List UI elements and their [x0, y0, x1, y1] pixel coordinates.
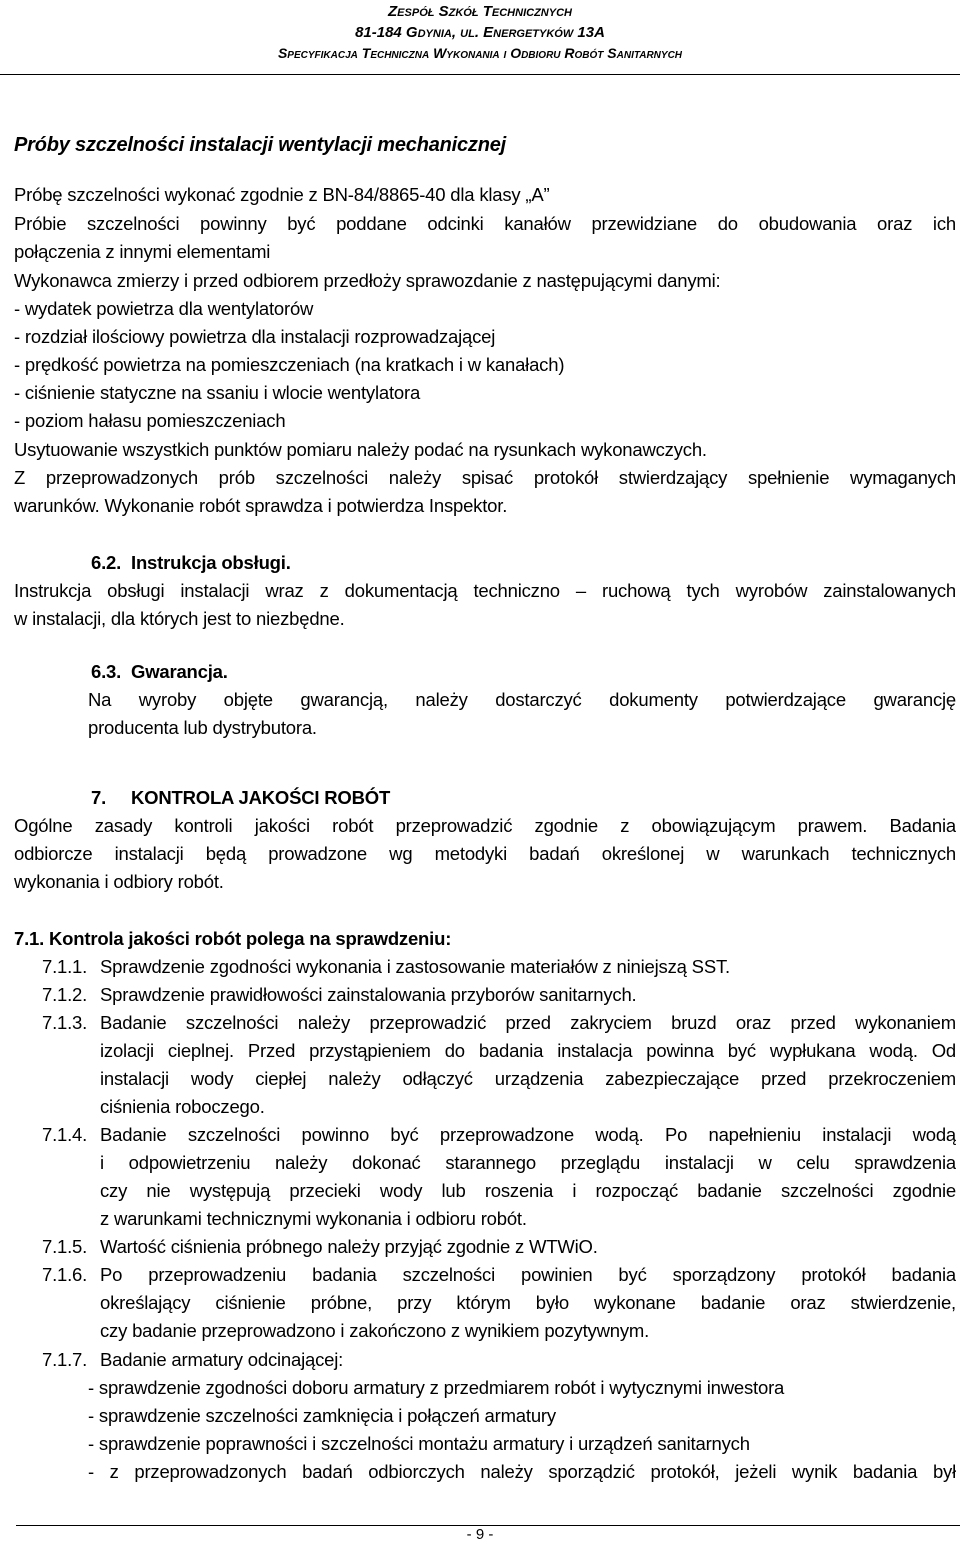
item-text: Sprawdzenie zgodności wykonania i zastosowanie materiałów z niniejszą SST. — [100, 956, 730, 977]
item-number: 7.1.7. — [42, 1349, 88, 1370]
paragraph-line: Ogólne zasady kontroli jakości robót przeprowadzić zgodnie z obowiązującym prawem. Badania — [14, 815, 956, 836]
sub-list-item: - sprawdzenie poprawności i szczelności montażu armatury i urządzeń sanitarnych — [88, 1433, 750, 1454]
item-number: 7.1.5. — [42, 1236, 88, 1257]
item-text: z warunkami technicznymi wykonania i odbioru robót. — [100, 1208, 527, 1229]
list-item: - rozdział ilościowy powietrza dla instalacji rozprowadzającej — [14, 326, 496, 347]
sub-list-item: - sprawdzenie zgodności doboru armatury z przedmiarem robót i wytycznymi inwestora — [88, 1377, 785, 1398]
item-text: czy badanie przeprowadzono i zakończono z wynikiem pozytywnym. — [100, 1320, 650, 1341]
item-text: i odpowietrzeniu należy dokonać starannego przeglądu instalacji w celu sprawdzenia — [100, 1152, 956, 1173]
section-title-6-2: Instrukcja obsługi. — [131, 552, 291, 573]
paragraph-line: Instrukcja obsługi instalacji wraz z dokumentacją techniczno – ruchową tych wyrobów zainstalowanych — [14, 580, 956, 601]
section-heading-7-1: 7.1. Kontrola jakości robót polega na sprawdzeniu: — [14, 928, 452, 949]
item-text: izolacji cieplnej. Przed przystąpieniem do badania instalacja powinna być wypłukana wodą. Od — [100, 1040, 956, 1061]
paragraph-line: Z przeprowadzonych prób szczelności należy spisać protokół stwierdzający spełnienie wymaganych — [14, 467, 956, 488]
item-text: Badanie szczelności powinno być przeprowadzone wodą. Po napełnieniu instalacji wodą — [100, 1124, 956, 1145]
paragraph-line: połączenia z innymi elementami — [14, 241, 271, 262]
paragraph-line: Próbie szczelności powinny być poddane odcinki kanałów przewidziane do obudowania oraz ich — [14, 213, 956, 234]
section-title-proby: Próby szczelności instalacji wentylacji mechanicznej — [14, 134, 507, 156]
section-number-6-3: 6.3. — [91, 661, 122, 682]
section-title-6-3: Gwarancja. — [131, 661, 228, 682]
header-document-title: Specyfikacja Techniczna Wykonania i Odbioru Robót Sanitarnych — [277, 45, 683, 61]
list-item: - wydatek powietrza dla wentylatorów — [14, 298, 314, 319]
paragraph-line: Na wyroby objęte gwarancją, należy dostarczyć dokumenty potwierdzające gwarancję — [88, 689, 956, 710]
item-text: instalacji wody ciepłej należy odłączyć urządzenia zabezpieczające przed przekroczeniem — [100, 1068, 956, 1089]
paragraph-line: wykonania i odbiory robót. — [14, 871, 224, 892]
item-number: 7.1.4. — [42, 1124, 88, 1145]
item-text: ciśnienia roboczego. — [100, 1096, 265, 1117]
item-text: określający ciśnienie próbne, przy którym było wykonane badanie oraz stwierdzenie, — [100, 1292, 956, 1313]
item-number: 7.1.2. — [42, 984, 88, 1005]
item-text: Badanie szczelności należy przeprowadzić przed zakryciem bruzd oraz przed wykonaniem — [100, 1012, 956, 1033]
section-number-7: 7. — [91, 787, 107, 808]
header-divider — [0, 74, 960, 75]
paragraph-line: Usytuowanie wszystkich punktów pomiaru należy podać na rysunkach wykonawczych. — [14, 439, 707, 460]
item-text: Badanie armatury odcinającej: — [100, 1349, 344, 1370]
paragraph-line: odbiorcze instalacji będą prowadzone wg metodyki badań określonej w warunkach technicznych — [14, 843, 956, 864]
paragraph-line: Próbę szczelności wykonać zgodnie z BN-84/8865-40 dla klasy „A” — [14, 184, 550, 205]
item-number: 7.1.1. — [42, 956, 88, 977]
paragraph-line: warunków. Wykonanie robót sprawdza i potwierdza Inspektor. — [14, 495, 508, 516]
sub-list-item: - z przeprowadzonych badań odbiorczych należy sporządzić protokół, jeżeli wynik badania był — [88, 1461, 956, 1482]
sub-list-item: - sprawdzenie szczelności zamknięcia i połączeń armatury — [88, 1405, 556, 1426]
list-item: - ciśnienie statyczne na ssaniu i wlocie wentylatora — [14, 382, 421, 403]
header-address: 81-184 Gdynia, ul. Energetyków 13A — [355, 24, 605, 41]
item-number: 7.1.6. — [42, 1264, 88, 1285]
page-header — [0, 1, 960, 64]
item-text: Wartość ciśnienia próbnego należy przyjąć zgodnie z WTWiO. — [100, 1236, 598, 1257]
item-text: Po przeprowadzeniu badania szczelności powinien być sporządzony protokół badania — [100, 1264, 956, 1285]
page-number: - 9 - — [466, 1526, 494, 1543]
section-number-6-2: 6.2. — [91, 552, 122, 573]
section-title-7: KONTROLA JAKOŚCI ROBÓT — [131, 787, 391, 808]
item-text: Sprawdzenie prawidłowości zainstalowania przyborów sanitarnych. — [100, 984, 637, 1005]
paragraph-line: w instalacji, dla których jest to niezbędne. — [14, 608, 345, 629]
paragraph-line: Wykonawca zmierzy i przed odbiorem przedłoży sprawozdanie z następującymi danymi: — [14, 270, 721, 291]
item-text: czy nie występują przecieki wody lub roszenia i rozpocząć badanie szczelności zgodnie — [100, 1180, 956, 1201]
header-school-name: Zespół Szkół Technicznych — [388, 3, 572, 20]
item-number: 7.1.3. — [42, 1012, 88, 1033]
list-item: - prędkość powietrza na pomieszczeniach (na kratkach i w kanałach) — [14, 354, 565, 375]
paragraph-line: producenta lub dystrybutora. — [88, 717, 317, 738]
list-item: - poziom hałasu pomieszczeniach — [14, 410, 286, 431]
